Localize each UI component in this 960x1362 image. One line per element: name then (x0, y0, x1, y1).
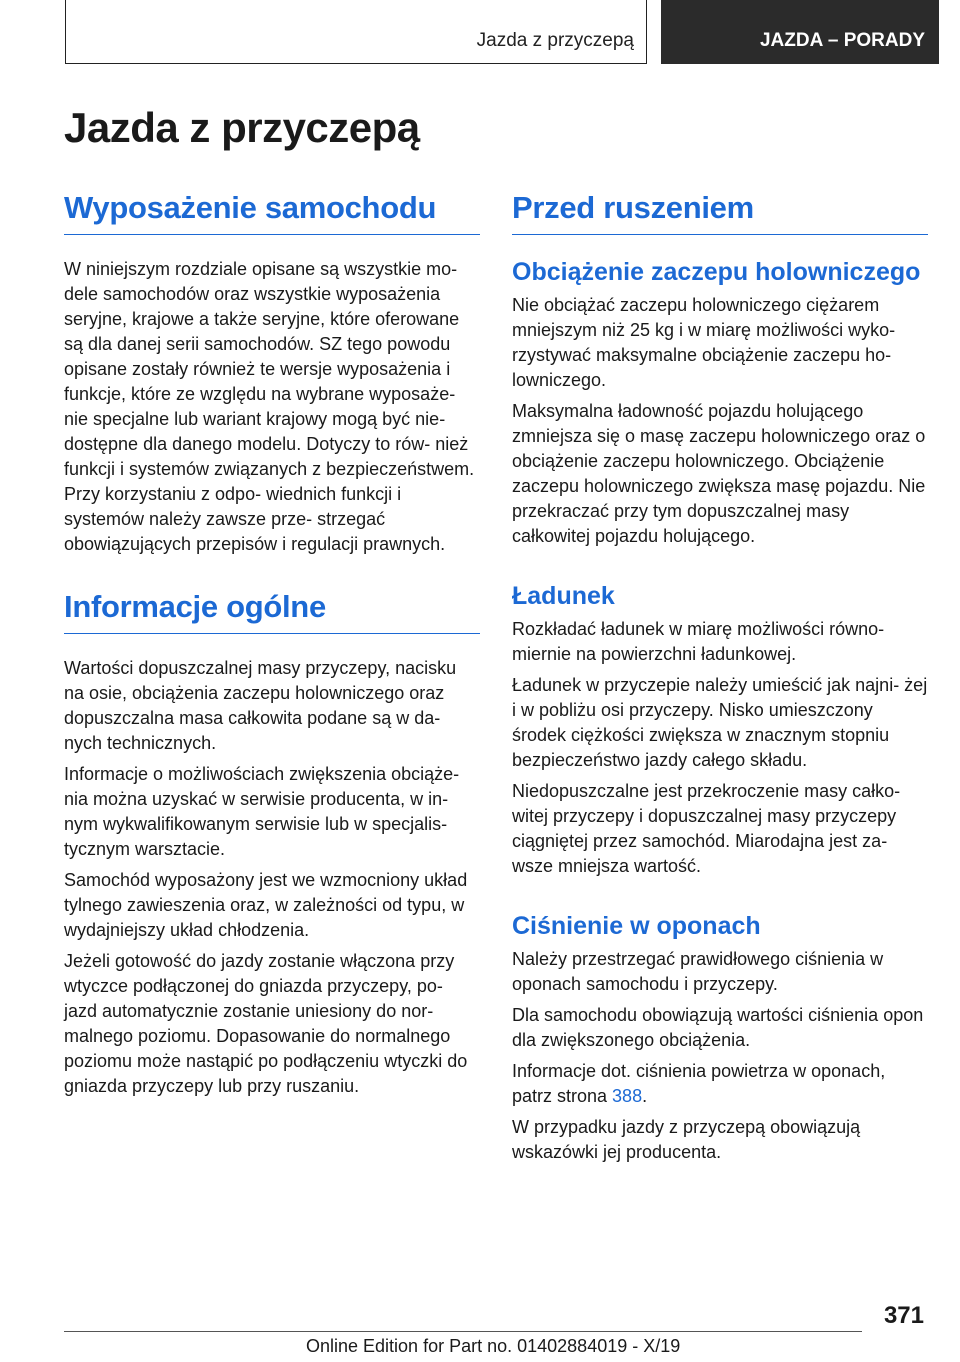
page-number: 371 (883, 1302, 924, 1329)
paragraph-page-reference (512, 1059, 928, 1109)
page-388-link[interactable]: 388 (612, 1086, 643, 1106)
paragraph: Nie obciążać zaczepu holowniczego ciężarem mniejszym niż 25 kg i w miarę możliwości wyko- rzystywać maksymalne obciążenie zaczepu ho- lowniczego. (512, 295, 896, 390)
reference-text: Informacje dot. ciśnienia powietrza w oponach, patrz strona (512, 1061, 886, 1106)
footer-divider (64, 1331, 862, 1332)
running-header (65, 0, 647, 64)
reference-period: . (642, 1086, 648, 1106)
paragraph: Samochód wyposażony jest we wzmocniony układ tylnego zawieszenia oraz, w zależności od typu, w wydajniejszy układ chłodzenia. (64, 870, 468, 940)
paragraph: Niedopuszczalne jest przekroczenie masy całko- witej przyczepy i dopuszczalnej masy przyczepy ciągniętej przez samochód. Miarodajna jest za- wsze mniejsza wartość. (512, 781, 901, 876)
paragraph: Należy przestrzegać prawidłowego ciśnienia w oponach samochodu i przyczepy. (512, 949, 884, 994)
heading-tire-pressure: Ciśnienie w oponach (512, 912, 761, 940)
heading-before-departure: Przed ruszeniem (512, 190, 928, 235)
heading-cargo: Ładunek (512, 582, 615, 610)
paragraph: Jeżeli gotowość do jazdy zostanie włączona przy wtyczce podłączonej do gniazda przyczepy, po- jazd automatycznie zostanie uniesiony do nor- malnego poziomu. Dopasowanie do normalnego poziomu może nastąpić po podłączeniu wtyczki do gniazda przyczepy lub przy ruszaniu. (64, 951, 468, 1096)
paragraph: Maksymalna ładowność pojazdu holującego zmniejsza się o masę zaczepu holowniczego oraz o obciążenie zaczepu holowniczego. Obciążenie zaczepu holowniczego zwiększa masę pojazdu. Nie przekraczać przy tym dopuszczalnej masy całkowitej pojazdu holującego. (512, 401, 926, 546)
heading-general-info: Informacje ogólne (64, 589, 480, 634)
paragraph: W przypadku jazdy z przyczepą obowiązują wskazówki jej producenta. (512, 1117, 861, 1162)
heading-equipment: Wyposażenie samochodu (64, 190, 480, 235)
paragraph: Dla samochodu obowiązują wartości ciśnienia opon dla zwiększonego obciążenia. (512, 1005, 924, 1050)
paragraph: Informacje o możliwościach zwiększenia obciąże- nia można uzyskać w serwisie producenta, w in- nym wykwalifikowanym serwisie lub w specjalis- tycznym warsztacie. (64, 764, 460, 859)
paragraph: Rozkładać ładunek w miarę możliwości równo- miernie na powierzchni ładunkowej. (512, 619, 885, 664)
footer-edition: Online Edition for Part no. 01402884019 - X/19 (306, 1336, 681, 1356)
header-chapter-tab: JAZDA – PORADY (661, 0, 939, 64)
page-title: Jazda z przyczepą (64, 104, 420, 151)
paragraph: Ładunek w przyczepie należy umieścić jak najni- żej i w pobliżu osi przyczepy. Nisko umieszczony środek ciężkości zwiększa w znacznym stopniu bezpieczeństwo jazdy całego składu. (512, 675, 928, 770)
right-column (512, 190, 928, 1171)
heading-hitch-load: Obciążenie zaczepu holowniczego (512, 258, 921, 286)
paragraph: W niniejszym rozdziale opisane są wszystkie mo- dele samochodów oraz wszystkie wyposażenia seryjne, krajowe a także seryjne, które oferowane są dla danej serii samochodów. SZ tego powodu opisane zostały również te wersje wyposażenia i funkcje, które ze względu na wybrane wyposaże- nie specjalne lub wariant krajowy mogą być nie- dostępne dla danego modelu. Dotyczy to rów- nież funkcji i systemów związanych z bezpieczeństwem. Przy korzystaniu z odpo- wiednich funkcji i systemów należy zawsze prze- strzegać obowiązujących przepisów i regulacji prawnych. (64, 259, 475, 554)
header-section-title: Jazda z przyczepą (476, 30, 634, 51)
left-column (64, 190, 480, 1105)
paragraph: Wartości dopuszczalnej masy przyczepy, nacisku na osie, obciążenia zaczepu holowniczego oraz dopuszczalna masa całkowita podane są w da- nych technicznych. (64, 658, 457, 753)
